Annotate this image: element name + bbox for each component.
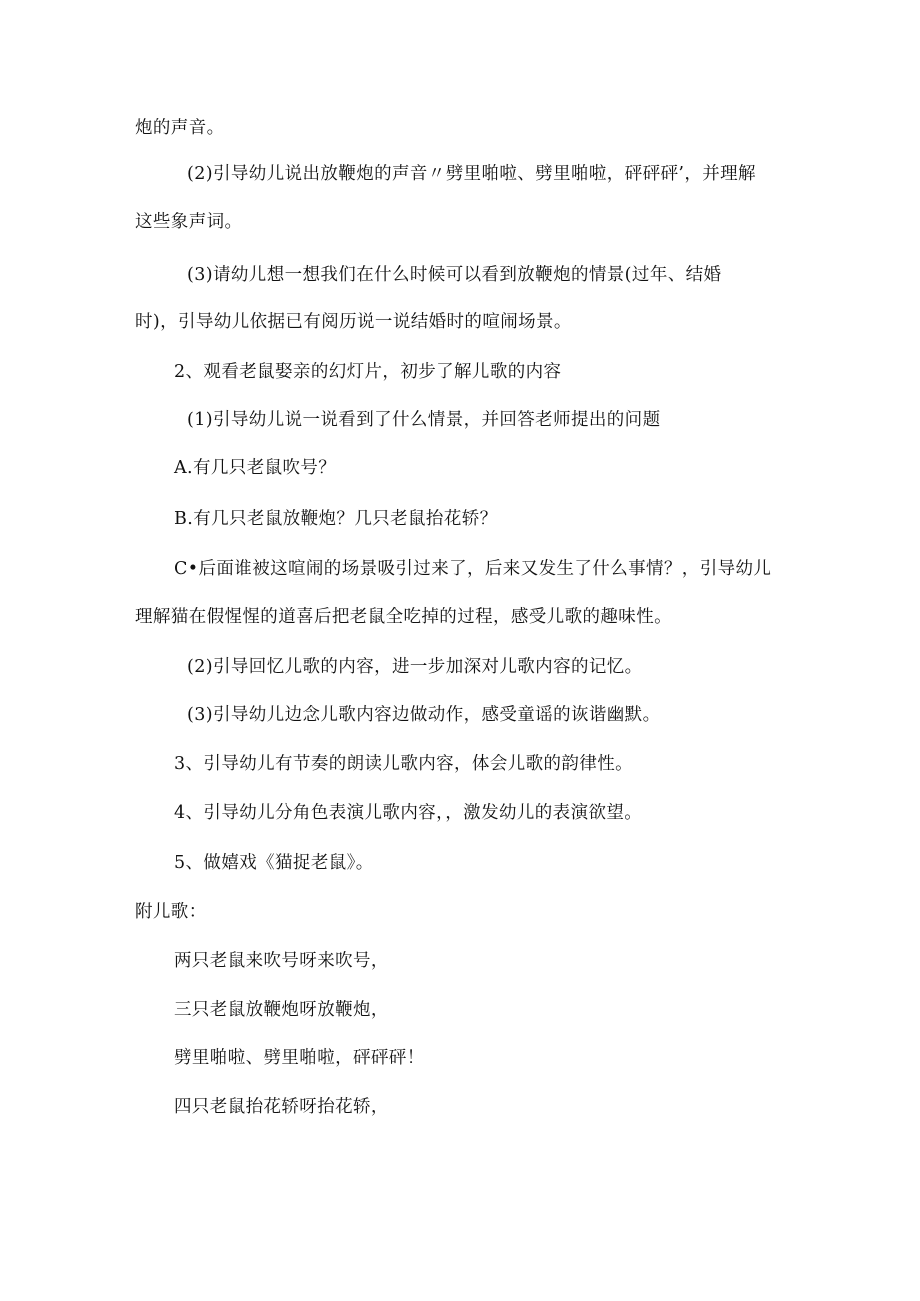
text-line: 时)，引导幼儿依据已有阅历说一说结婚时的喧闹场景。 <box>135 312 572 332</box>
text-line: (3)请幼儿想一想我们在什么时候可以看到放鞭炮的情景(过年、结婚 <box>187 265 722 285</box>
question-item: B.有几只老鼠放鞭炮？几只老鼠抬花轿？ <box>174 509 498 529</box>
section-heading: 4、引导幼儿分角色表演儿歌内容，，激发幼儿的表演欲望。 <box>174 803 643 823</box>
section-heading: 5、做嬉戏《猫捉老鼠》。 <box>174 853 374 873</box>
text-line: 这些象声词。 <box>135 212 243 232</box>
text-line: (2)引导幼儿说出放鞭炮的声音〃劈里啪啦、劈里啪啦，砰砰砰’，并理解 <box>187 164 756 184</box>
text-line: (3)引导幼儿边念儿歌内容边做动作，感受童谣的诙谐幽默。 <box>187 705 661 725</box>
song-line: 两只老鼠来吹号呀来吹号， <box>174 951 389 971</box>
question-item: C•后面谁被这喧闹的场景吸引过来了，后来又发生了什么事情？，引导幼儿 <box>174 559 772 579</box>
section-heading: 2、观看老鼠娶亲的幻灯片，初步了解儿歌的内容 <box>174 362 562 382</box>
song-line: 四只老鼠抬花轿呀抬花轿， <box>174 1097 389 1117</box>
song-line: 三只老鼠放鞭炮呀放鞭炮， <box>174 1000 389 1020</box>
appendix-heading: 附儿歌： <box>135 902 207 922</box>
song-line: 劈里啪啦、劈里啪啦，砰砰砰！ <box>174 1048 425 1068</box>
text-line: 理解猫在假惺惺的道喜后把老鼠全吃掉的过程，感受儿歌的趣味性。 <box>135 607 672 627</box>
text-line: (2)引导回忆儿歌的内容，进一步加深对儿歌内容的记忆。 <box>187 657 643 677</box>
question-item: A.有几只老鼠吹号？ <box>174 458 337 478</box>
text-line: (1)引导幼儿说一说看到了什么情景，并回答老师提出的问题 <box>187 410 661 430</box>
text-line: 炮的声音。 <box>135 118 225 138</box>
section-heading: 3、引导幼儿有节奏的朗读儿歌内容，体会儿歌的韵律性。 <box>174 754 634 774</box>
